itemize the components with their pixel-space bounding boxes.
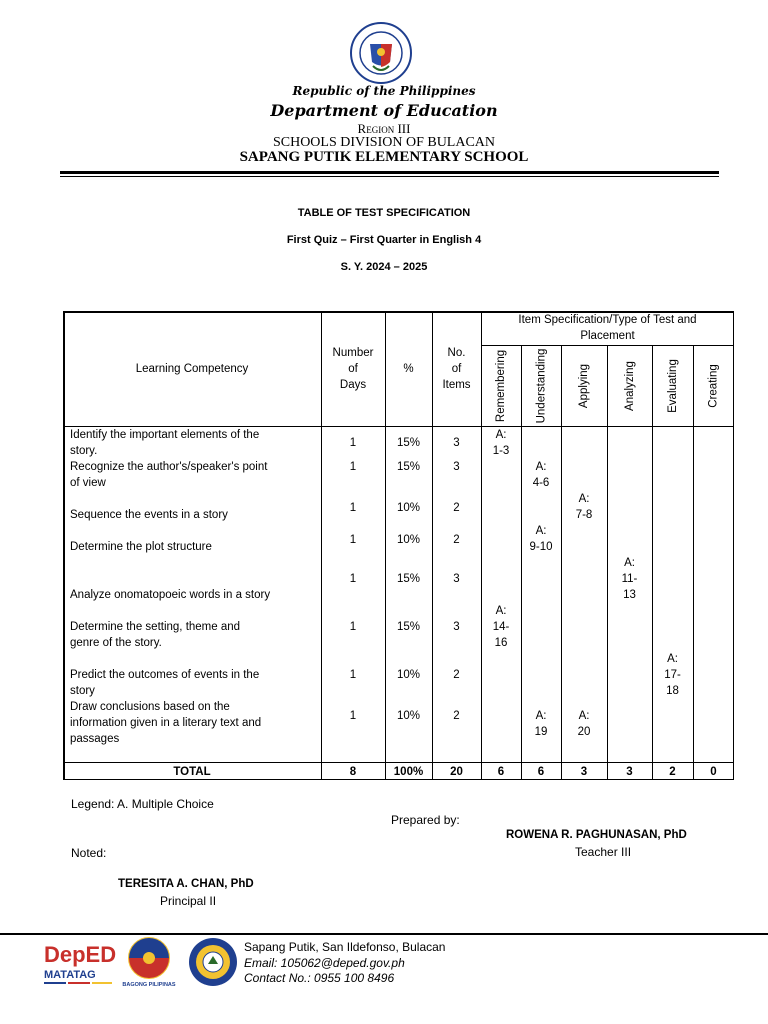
placement-cell: A: 9-10 — [529, 525, 553, 553]
total-label: TOTAL — [173, 766, 211, 778]
row-days: 1 — [349, 534, 357, 546]
row-items: 2 — [453, 710, 460, 722]
header-level-label: Creating — [707, 364, 720, 408]
noted-label: Noted: — [71, 846, 107, 860]
total-level-count: 3 — [626, 766, 633, 778]
row-competency: Identify the important elements of the story. — [70, 429, 260, 457]
header-level-label: Remembering — [495, 349, 508, 423]
placement-cell: A: 4-6 — [532, 461, 550, 489]
total-level-count: 3 — [580, 766, 588, 778]
total-percent: 100% — [393, 766, 424, 778]
prepared-by-label: Prepared by: — [391, 813, 460, 827]
row-days: 1 — [349, 437, 357, 449]
row-days: 1 — [349, 621, 357, 633]
header-level-evaluating — [652, 346, 693, 426]
deped-matatag-logo — [42, 938, 116, 988]
school-contact: Contact No.: 0955 100 8496 — [244, 971, 395, 985]
header-level-label: Analyzing — [623, 361, 636, 411]
row-percent: 15% — [396, 461, 421, 473]
placement-cell: A: 11- 13 — [621, 557, 638, 601]
header-level-remembering — [481, 346, 521, 426]
row-days: 1 — [349, 710, 357, 722]
row-items: 3 — [453, 621, 460, 633]
preparer-name: ROWENA R. PAGHUNASAN, PhD — [506, 829, 687, 841]
total-level-count: 6 — [537, 766, 545, 778]
row-percent: 15% — [396, 573, 421, 585]
quiz-title: First Quiz – First Quarter in English 4 — [286, 234, 482, 246]
school-name: SAPANG PUTIK ELEMENTARY SCHOOL — [239, 149, 529, 165]
republic-line: Republic of the Philippines — [292, 84, 476, 98]
row-percent: 15% — [396, 437, 421, 449]
row-items: 2 — [453, 534, 460, 546]
row-competency: Determine the setting, theme and genre of the story. — [70, 621, 241, 649]
specification-table — [63, 311, 734, 780]
header-level-label: Understanding — [535, 348, 547, 424]
row-days: 1 — [349, 461, 357, 473]
school-email: Email: 105062@deped.gov.ph — [244, 956, 405, 970]
division-line: SCHOOLS DIVISION OF BULACAN — [272, 135, 496, 150]
school-seal-logo — [184, 936, 242, 988]
header-number-of-days: Number of Days — [332, 347, 374, 391]
row-competency: Sequence the events in a story — [70, 509, 228, 521]
placement-cell: A: 1-3 — [492, 429, 510, 457]
school-year: S. Y. 2024 – 2025 — [340, 261, 428, 273]
row-percent: 15% — [396, 621, 421, 633]
placement-cell: A: 17- 18 — [664, 653, 681, 697]
header-item-specification: Item Specification/Type of Test and Placement — [518, 314, 697, 342]
placement-cell: A: 7-8 — [575, 493, 593, 521]
school-address: Sapang Putik, San Ildefonso, Bulacan — [244, 940, 446, 954]
header-rule — [60, 171, 719, 174]
row-percent: 10% — [396, 534, 421, 546]
row-competency: Draw conclusions based on the information given in a literary text and passages — [70, 701, 262, 745]
preparer-title: Teacher III — [575, 845, 632, 859]
row-items: 2 — [453, 669, 460, 681]
header-level-applying — [561, 346, 607, 426]
matatag-logo-text: MATATAG — [44, 969, 96, 981]
region-line: Region III — [357, 121, 411, 136]
placement-cell: A: 20 — [577, 710, 591, 738]
row-competency: Determine the plot structure — [70, 541, 212, 553]
row-percent: 10% — [396, 669, 421, 681]
header-level-analyzing — [607, 346, 652, 426]
row-days: 1 — [349, 573, 357, 585]
noter-name: TERESITA A. CHAN, PhD — [118, 878, 254, 890]
header-level-label: Evaluating — [666, 359, 679, 413]
header-percent: % — [403, 363, 414, 375]
row-days: 1 — [349, 502, 357, 514]
total-level-count: 2 — [669, 766, 676, 778]
header-learning-competency: Learning Competency — [135, 363, 249, 375]
department-line: Department of Education — [270, 101, 498, 120]
header-level-understanding — [521, 346, 561, 426]
header-level-creating — [693, 346, 734, 426]
doc-title: TABLE OF TEST SPECIFICATION — [297, 207, 471, 219]
row-percent: 10% — [396, 710, 421, 722]
placement-cell: A: 19 — [534, 710, 548, 738]
row-items: 3 — [453, 437, 460, 449]
total-level-count: 0 — [710, 766, 717, 778]
row-days: 1 — [349, 669, 357, 681]
row-percent: 10% — [396, 502, 421, 514]
row-items: 3 — [453, 573, 460, 585]
bagong-pilipinas-logo — [119, 934, 179, 988]
total-row-divider — [63, 762, 734, 763]
row-items: 2 — [453, 502, 460, 514]
legend: Legend: A. Multiple Choice — [71, 797, 214, 811]
header-no-of-items: No. of Items — [442, 347, 471, 391]
total-days: 8 — [349, 766, 357, 778]
bagong-pilipinas-text: BAGONG PILIPINAS — [122, 982, 176, 988]
deped-seal-logo — [331, 22, 431, 84]
row-competency: Analyze onomatopoeic words in a story — [70, 589, 271, 601]
total-items: 20 — [450, 766, 463, 778]
noter-title: Principal II — [160, 894, 217, 908]
placement-cell: A: 14- 16 — [492, 605, 510, 649]
row-items: 3 — [453, 461, 460, 473]
table-border-left — [63, 311, 65, 780]
header-rule-thin — [60, 176, 719, 177]
row-competency: Recognize the author's/speaker's point of view — [70, 461, 268, 489]
total-level-count: 6 — [497, 766, 505, 778]
footer-rule — [0, 933, 768, 935]
header-level-label: Applying — [578, 363, 590, 409]
deped-logo-text: DepED — [44, 942, 116, 967]
row-competency: Predict the outcomes of events in the story — [70, 669, 260, 697]
